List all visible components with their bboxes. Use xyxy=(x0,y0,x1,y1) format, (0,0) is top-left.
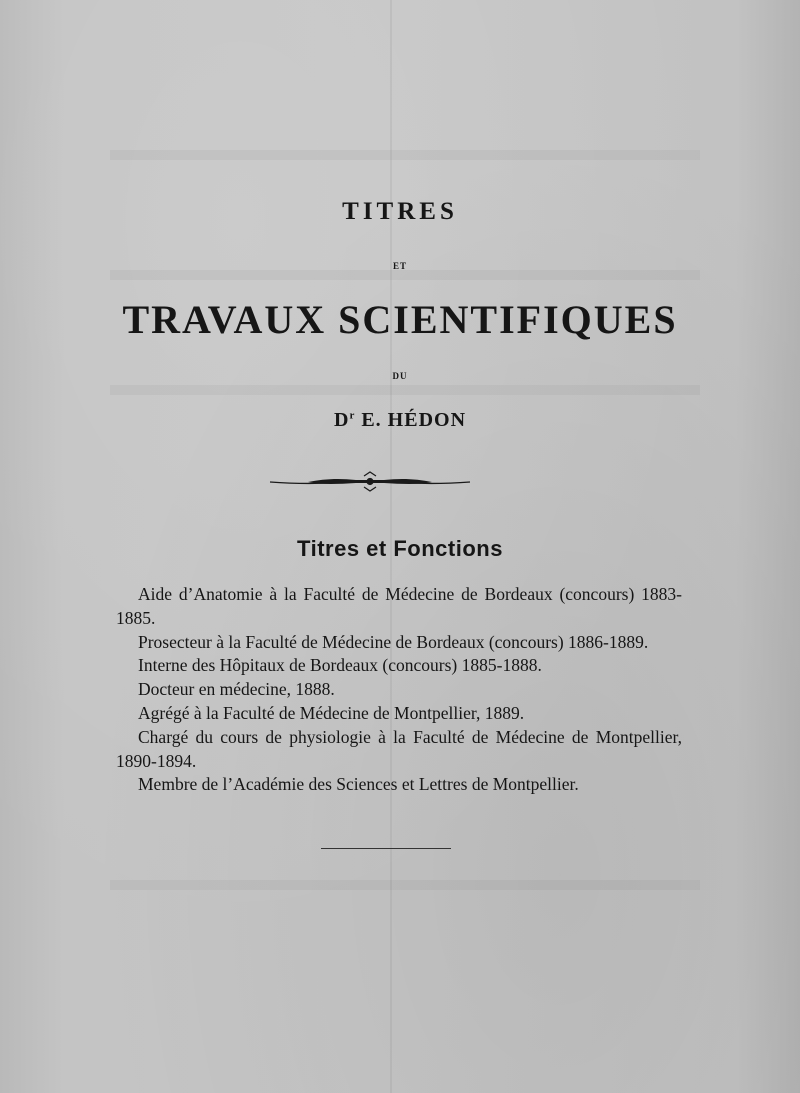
list-item: Aide d’Anatomie à la Faculté de Médecine de Bordeaux (concours) 1883-1885. xyxy=(116,584,682,628)
author-prefix: D xyxy=(333,409,350,431)
bleed-through-mark xyxy=(110,270,700,280)
section-heading: Titres et Fonctions xyxy=(297,536,503,561)
list-item: Docteur en médecine, 1888. xyxy=(138,679,335,700)
title-conjunction: ET xyxy=(392,261,407,271)
author-surname: E. HÉDON xyxy=(361,409,467,431)
bleed-through-mark xyxy=(110,880,700,890)
title-line-1: TITRES xyxy=(342,198,458,225)
list-item: Membre de l’Académie des Sciences et Lettres de Montpellier. xyxy=(138,774,579,795)
list-item: Chargé du cours de physiologie à la Faculté de Médecine de Montpellier, 1890-1894. xyxy=(116,726,682,771)
list-item: Agrégé à la Faculté de Médecine de Montpellier, 1889. xyxy=(138,702,525,723)
list-item: Interne des Hôpitaux de Bordeaux (concours) 1885-1888. xyxy=(138,655,542,676)
title-preposition: DU xyxy=(392,371,408,381)
bleed-through-mark xyxy=(110,385,700,395)
author-name xyxy=(0,409,800,432)
author-prefix-superscript: r xyxy=(349,409,356,422)
list-item: Prosecteur à la Faculté de Médecine de Bordeaux (concours) 1886-1889. xyxy=(138,631,649,652)
bleed-through-mark xyxy=(110,150,700,160)
bottom-rule xyxy=(321,848,451,849)
entries-list xyxy=(116,583,682,797)
ornamental-rule-icon xyxy=(268,470,472,492)
title-line-2: TRAVAUX SCIENTIFIQUES xyxy=(122,297,678,342)
